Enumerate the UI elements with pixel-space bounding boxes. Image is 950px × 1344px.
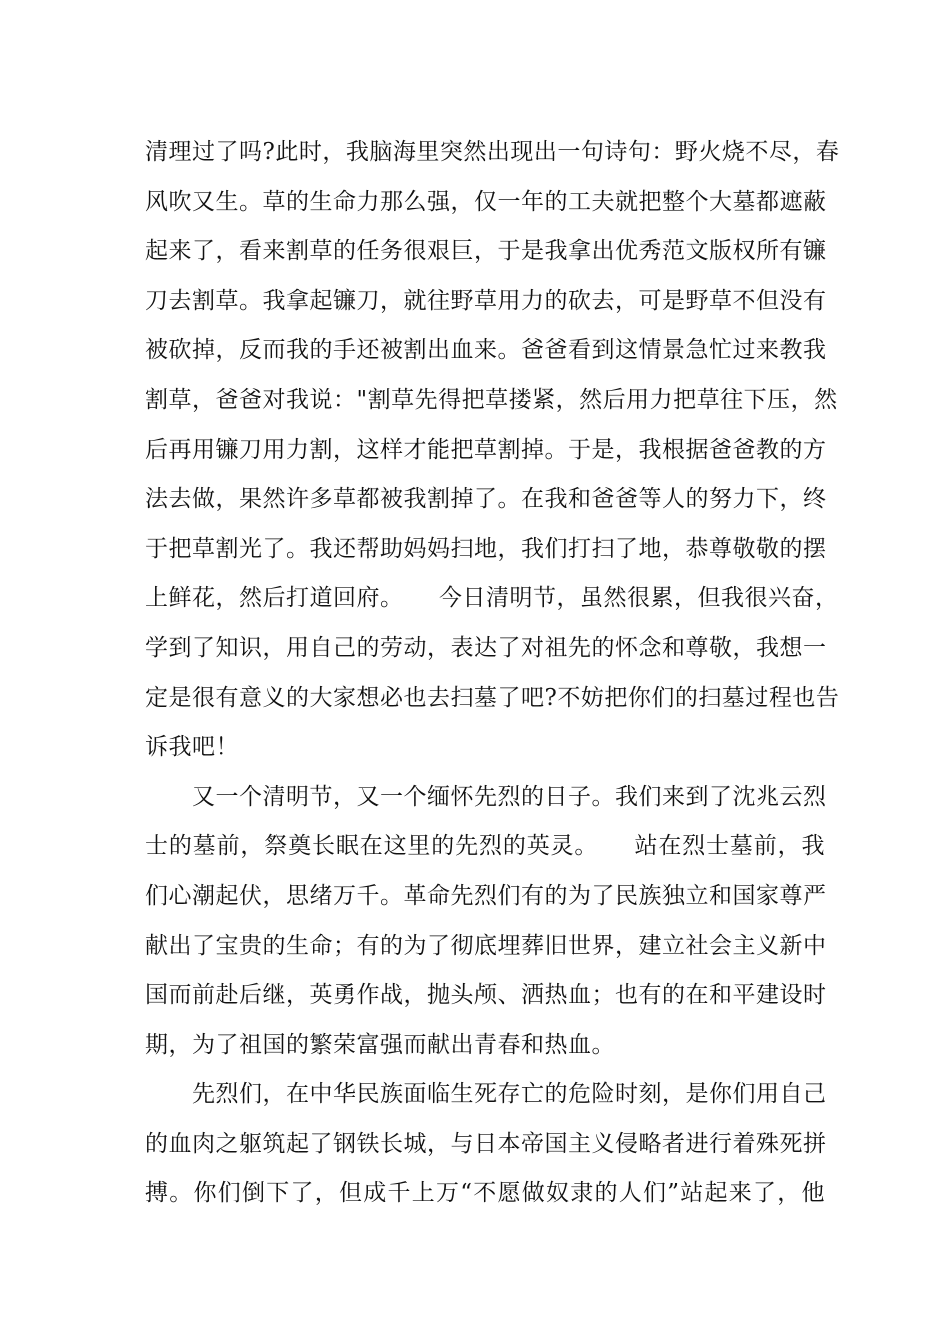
text-line: 的血肉之躯筑起了钢铁长城，与日本帝国主义侵略者进行着殊死拼 — [145, 1130, 827, 1157]
text-line: 于把草割光了。我还帮助妈妈扫地，我们打扫了地，恭尊敬敬的摆 — [145, 535, 827, 562]
paragraph-2 — [145, 773, 825, 1071]
text-line: 先烈们，在中华民族面临生死存亡的危险时刻，是你们用自己 — [145, 1081, 827, 1108]
text-line: 起来了，看来割草的任务很艰巨，于是我拿出优秀范文版权所有镰 — [145, 238, 827, 265]
text-line: 后再用镰刀用力割，这样才能把草割掉。于是，我根据爸爸教的方 — [145, 436, 827, 463]
text-line: 国而前赴后继，英勇作战，抛头颅、洒热血；也有的在和平建设时 — [145, 982, 827, 1009]
text-line: 清理过了吗?此时，我脑海里突然出现出一句诗句：野火烧不尽，春 — [145, 139, 840, 165]
text-line: 期，为了祖国的繁荣富强而献出青春和热血。 — [145, 1031, 615, 1058]
text-line: 诉我吧！ — [145, 734, 239, 761]
text-line: 被砍掉，反而我的手还被割出血来。爸爸看到这情景急忙过来教我 — [145, 337, 827, 364]
text-line: 刀去割草。我拿起镰刀，就往野草用力的砍去，可是野草不但没有 — [145, 287, 827, 314]
text-line: 们心潮起伏，思绪万千。革命先烈们有的为了民族独立和国家尊严 — [145, 882, 827, 909]
paragraph-3 — [145, 1070, 825, 1219]
text-line: 又一个清明节，又一个缅怀先烈的日子。我们来到了沈兆云烈 — [145, 783, 827, 810]
text-line: 献出了宝贵的生命；有的为了彻底埋葬旧世界，建立社会主义新中 — [145, 932, 827, 959]
text-line: 定是很有意义的大家想必也去扫墓了吧?不妨把你们的扫墓过程也告 — [145, 684, 840, 711]
text-line: 搏。你们倒下了，但成千上万“不愿做奴隶的人们”站起来了，他 — [145, 1180, 825, 1207]
text-line: 法去做，果然许多草都被我割掉了。在我和爸爸等人的努力下，终 — [145, 486, 827, 513]
text-line: 学到了知识，用自己的劳动，表达了对祖先的怀念和尊敬，我想一 — [145, 634, 827, 661]
text-line: 风吹又生。草的生命力那么强，仅一年的工夫就把整个大墓都遮蔽 — [145, 188, 827, 215]
article-body — [145, 128, 840, 1219]
text-line: 士的墓前，祭奠长眠在这里的先烈的英灵。 站在烈士墓前，我 — [145, 833, 825, 860]
text-line: 割草，爸爸对我说："割草先得把草搂紧，然后用力把草往下压，然 — [145, 386, 838, 413]
text-line: 上鲜花，然后打道回府。 今日清明节，虽然很累，但我很兴奋， — [145, 585, 839, 612]
paragraph-1 — [145, 128, 840, 773]
